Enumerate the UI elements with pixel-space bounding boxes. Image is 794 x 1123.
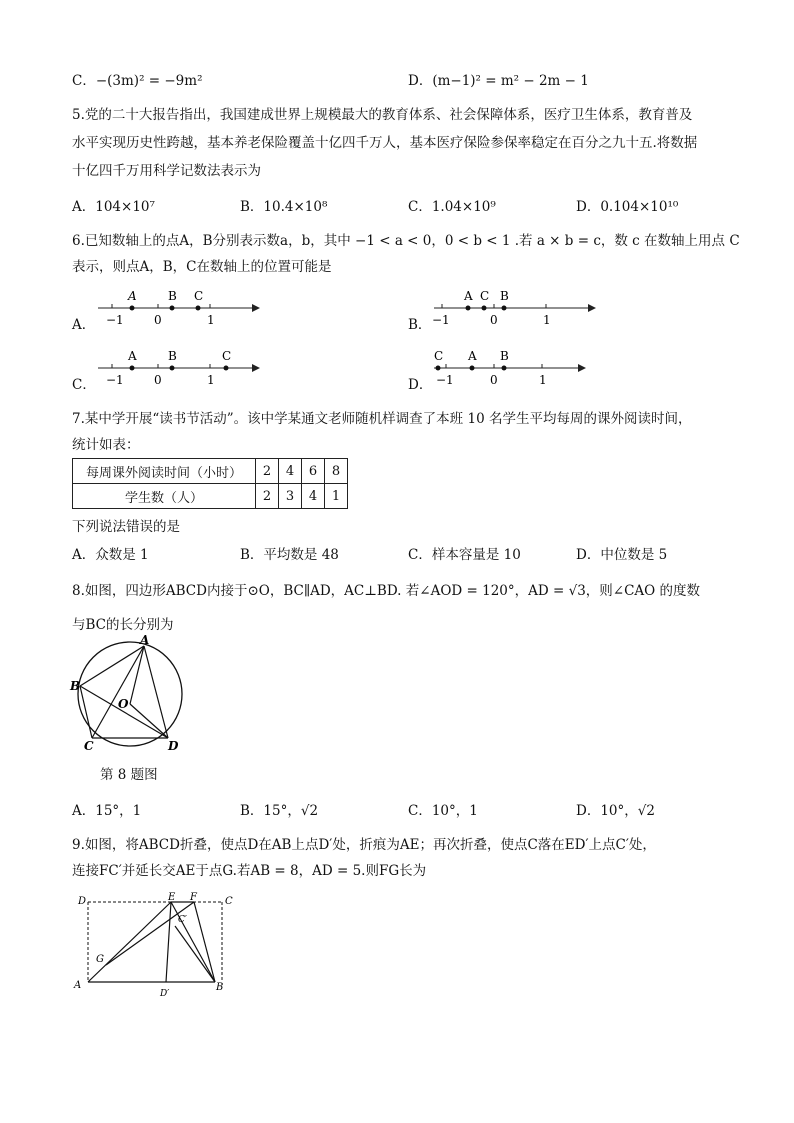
figure-8-caption: 第 8 题图 bbox=[100, 767, 158, 783]
number-line-b bbox=[428, 284, 598, 328]
q6-option-d-label: D． bbox=[408, 377, 433, 393]
svg-text:0: 0 bbox=[490, 373, 498, 387]
svg-text:C: C bbox=[434, 349, 444, 363]
svg-text:B: B bbox=[168, 289, 177, 303]
table-header-students: 学生数（人） bbox=[73, 484, 256, 509]
svg-text:D′: D′ bbox=[160, 989, 170, 999]
svg-text:A: A bbox=[74, 980, 82, 991]
tick-0: 0 bbox=[154, 313, 162, 327]
q8-option-a: A．15°，1 bbox=[72, 803, 142, 819]
q4-option-d: D．(m−1)² = m² − 2m − 1 bbox=[408, 73, 589, 89]
svg-text:G: G bbox=[96, 954, 104, 965]
q5-option-a: A．104×10⁷ bbox=[72, 199, 155, 215]
q7-option-b: B．平均数是 48 bbox=[240, 547, 339, 563]
q5-stem-line1: 5.党的二十大报告指出，我国建成世界上规模最大的教育体系、社会保障体系，医疗卫生体系，教育普及 bbox=[72, 107, 693, 123]
q7-option-c: C．样本容量是 10 bbox=[408, 547, 521, 563]
svg-text:1: 1 bbox=[539, 373, 547, 387]
svg-text:−1: −1 bbox=[436, 373, 454, 387]
number-line-a bbox=[92, 284, 262, 328]
svg-text:B: B bbox=[500, 349, 509, 363]
q7-stem-line2: 统计如表： bbox=[72, 437, 140, 453]
svg-text:C′: C′ bbox=[178, 915, 187, 925]
q6-stem-line1: 6.已知数轴上的点A，B分别表示数a，b，其中 −1 < a < 0，0 < b < 1 .若 a × b = c，数 c 在数轴上用点 C bbox=[72, 233, 740, 249]
svg-text:A: A bbox=[468, 349, 477, 363]
svg-text:C: C bbox=[222, 349, 232, 363]
q8-stem-line2: 与BC的长分别为 bbox=[72, 617, 174, 633]
svg-text:F: F bbox=[190, 892, 197, 903]
q7-prompt: 下列说法错误的是 bbox=[72, 519, 180, 535]
tick-neg1: −1 bbox=[106, 313, 124, 327]
svg-text:A: A bbox=[128, 289, 137, 303]
svg-text:D: D bbox=[78, 896, 87, 907]
q8-option-c: C．10°，1 bbox=[408, 803, 478, 819]
q5-option-c: C．1.04×10⁹ bbox=[408, 199, 496, 215]
q8-stem-line1: 8.如图，四边形ABCD内接于⊙O，BC∥AD，AC⊥BD. 若∠AOD = 120°，AD = √3，则∠CAO 的度数 bbox=[72, 583, 701, 599]
q8-option-d: D．10°，√2 bbox=[576, 803, 655, 819]
svg-text:O: O bbox=[118, 697, 129, 711]
q6-stem-line2: 表示，则点A，B，C在数轴上的位置可能是 bbox=[72, 259, 332, 275]
q7-option-a: A．众数是 1 bbox=[72, 547, 149, 563]
svg-text:A: A bbox=[128, 349, 137, 363]
svg-text:B: B bbox=[70, 679, 81, 693]
svg-text:D: D bbox=[168, 739, 179, 753]
svg-text:E: E bbox=[168, 892, 176, 903]
q5-option-b: B．10.4×10⁸ bbox=[240, 199, 328, 215]
svg-text:1: 1 bbox=[543, 313, 551, 327]
q6-option-a-label: A． bbox=[72, 317, 96, 333]
svg-text:0: 0 bbox=[490, 313, 498, 327]
q9-stem-line2: 连接FC′并延长交AE于点G.若AB = 8，AD = 5.则FG长为 bbox=[72, 863, 427, 879]
circle-figure bbox=[68, 633, 198, 756]
number-line-d bbox=[428, 344, 598, 388]
q6-option-c-label: C． bbox=[72, 377, 96, 393]
q5-stem-line2: 水平实现历史性跨越，基本养老保险覆盖十亿四千万人，基本医疗保险参保率稳定在百分之九十五.将数据 bbox=[72, 135, 698, 151]
svg-text:A: A bbox=[140, 633, 150, 647]
q4-option-c: C．−(3m)² = −9m² bbox=[72, 73, 203, 89]
number-line-c bbox=[92, 344, 262, 388]
q7-option-d: D．中位数是 5 bbox=[576, 547, 668, 563]
svg-text:B: B bbox=[168, 349, 177, 363]
svg-text:−1: −1 bbox=[106, 373, 124, 387]
reading-time-table bbox=[72, 458, 348, 509]
svg-text:B: B bbox=[216, 982, 224, 993]
table-header-hours: 每周课外阅读时间（小时） bbox=[73, 459, 256, 484]
folding-figure bbox=[70, 892, 240, 1002]
svg-text:C: C bbox=[84, 739, 94, 753]
q5-option-d: D．0.104×10¹⁰ bbox=[576, 199, 679, 215]
svg-text:A: A bbox=[464, 289, 473, 303]
q8-option-b: B．15°，√2 bbox=[240, 803, 319, 819]
svg-text:B: B bbox=[500, 289, 509, 303]
tick-1: 1 bbox=[207, 313, 215, 327]
q7-stem-line1: 7.某中学开展“读书节活动”。该中学某通文老师随机样调查了本班 10 名学生平均每周的课外阅读时间， bbox=[72, 411, 692, 427]
q5-stem-line3: 十亿四千万用科学记数法表示为 bbox=[72, 163, 261, 179]
svg-text:C: C bbox=[194, 289, 204, 303]
q9-stem-line1: 9.如图，将ABCD折叠，使点D在AB上点D′处，折痕为AE；再次折叠，使点C落在ED′上点C′处， bbox=[72, 837, 656, 853]
svg-text:C: C bbox=[225, 896, 233, 907]
table-row: 每周课外阅读时间（小时） 2 4 6 8 bbox=[73, 459, 348, 484]
svg-text:−1: −1 bbox=[432, 313, 450, 327]
svg-text:1: 1 bbox=[207, 373, 215, 387]
q6-option-b-label: B． bbox=[408, 317, 432, 333]
svg-text:0: 0 bbox=[154, 373, 162, 387]
svg-text:C: C bbox=[480, 289, 490, 303]
table-row: 学生数（人） 2 3 4 1 bbox=[73, 484, 348, 509]
